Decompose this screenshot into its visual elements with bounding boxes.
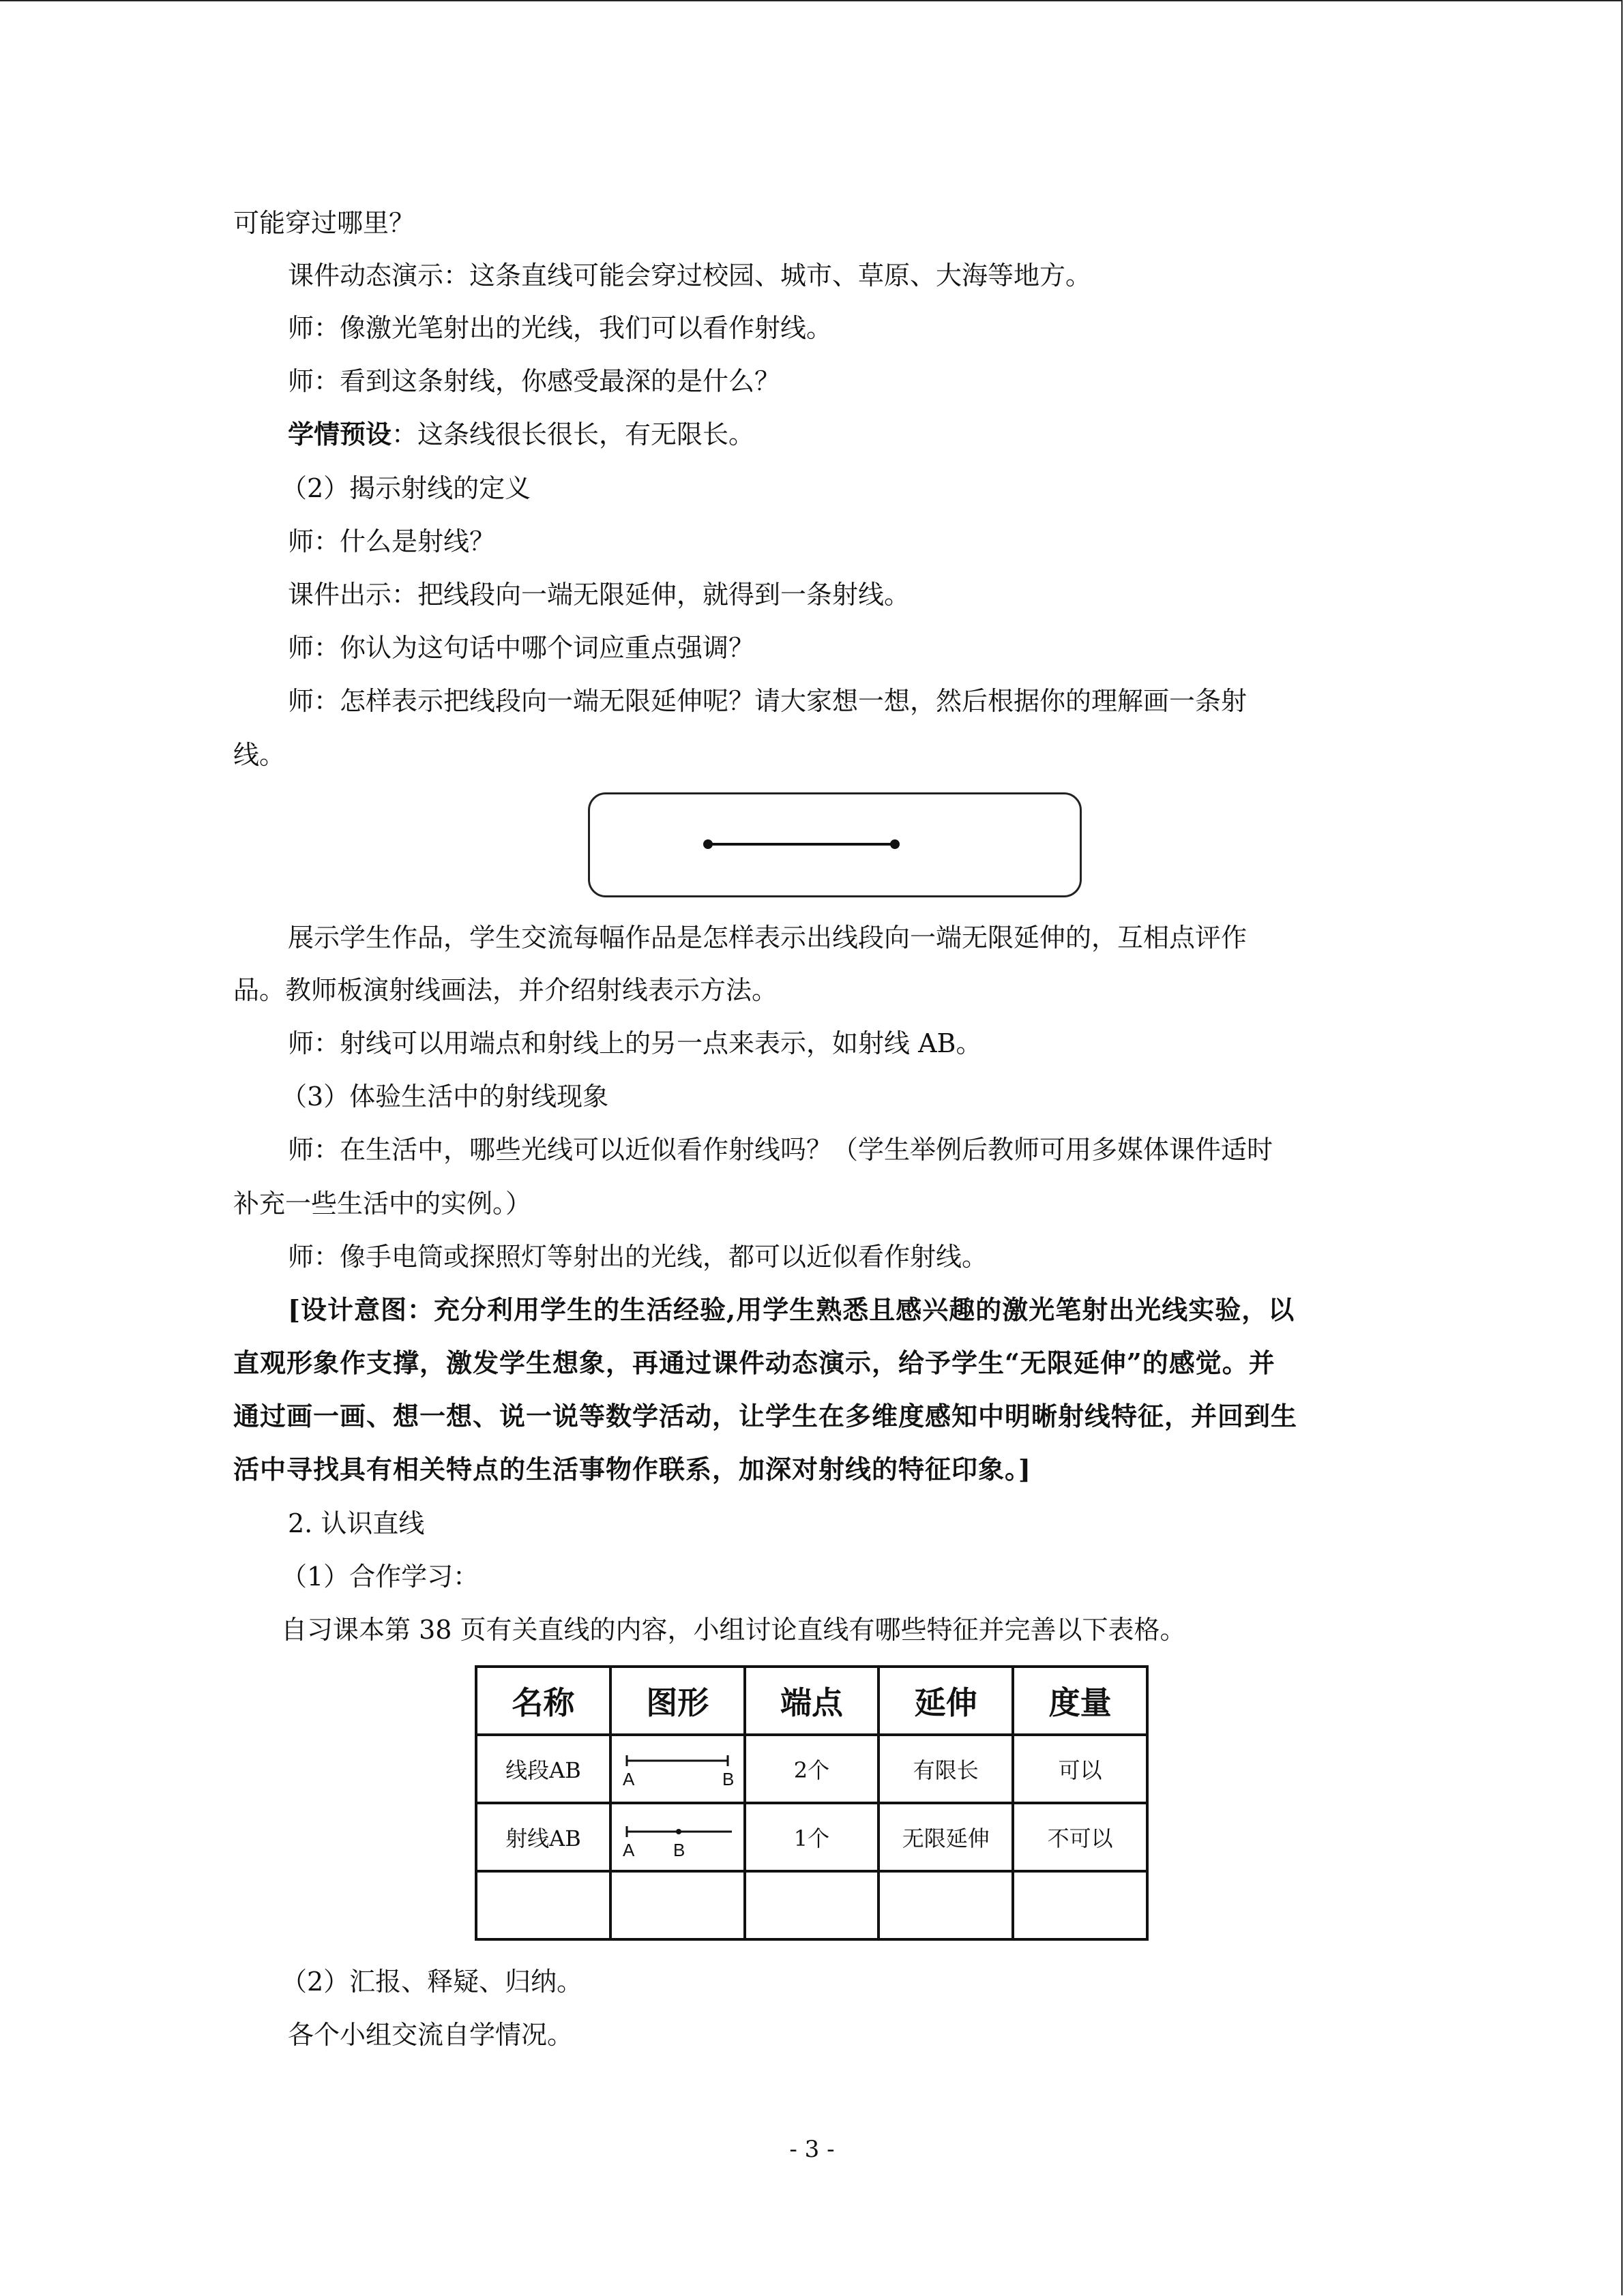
preset-label: 学情预设: [288, 419, 392, 449]
line-23: 2. 认识直线: [288, 1508, 425, 1538]
line-types-table: [475, 1665, 1149, 1941]
cell-endpoints: 2个: [745, 1735, 879, 1803]
table-row: [476, 1735, 1147, 1803]
table-row-empty: [476, 1871, 1147, 1939]
cell-name: 线段AB: [476, 1735, 610, 1803]
label-a: A: [622, 1840, 635, 1860]
line-6: （2）揭示射线的定义: [281, 473, 531, 503]
cell-measure: 可以: [1013, 1735, 1147, 1803]
header-endpoints: 端点: [745, 1667, 879, 1735]
label-a: A: [622, 1769, 635, 1789]
line-21: 通过画一画、想一想、说一说等数学活动，让学生在多维度感知中明晰射线特征，并回到生: [233, 1401, 1298, 1431]
segment-drawing-box: [588, 792, 1082, 897]
segment-ab-figure: [612, 1736, 741, 1802]
page-number: - 3 -: [789, 2136, 835, 2163]
label-b: B: [673, 1840, 685, 1860]
header-extension: 延伸: [879, 1667, 1013, 1735]
line-22: 活中寻找具有相关特点的生活事物作联系，加深对射线的特征印象。]: [233, 1454, 1031, 1485]
table-header-row: [476, 1667, 1147, 1735]
line-10: 师：怎样表示把线段向一端无限延伸呢？请大家想一想，然后根据你的理解画一条射: [288, 686, 1247, 716]
line-8: 课件出示：把线段向一端无限延伸，就得到一条射线。: [288, 580, 911, 610]
line-1: 可能穿过哪里？: [233, 208, 415, 238]
cell-endpoints: 1个: [745, 1803, 879, 1871]
cell-figure: [610, 1803, 745, 1871]
line-18: 师：像手电筒或探照灯等射出的光线，都可以近似看作射线。: [288, 1242, 988, 1272]
table-row: [476, 1803, 1147, 1871]
line-11: 线。: [233, 740, 286, 770]
cell-empty: [879, 1871, 1013, 1939]
line-5: [288, 418, 754, 451]
line-24: （1）合作学习：: [281, 1562, 479, 1592]
line-2: 课件动态演示：这条直线可能会穿过校园、城市、草原、大海等地方。: [288, 260, 1092, 290]
line-26: （2）汇报、释疑、归纳。: [281, 1967, 583, 1997]
line-13: 品。教师板演射线画法，并介绍射线表示方法。: [233, 975, 778, 1005]
line-14: 师：射线可以用端点和射线上的另一点来表示，如射线 AB。: [288, 1028, 982, 1058]
segment-endpoint-right: [890, 839, 900, 849]
cell-empty: [1013, 1871, 1147, 1939]
line-7: 师：什么是射线？: [288, 526, 496, 556]
segment-endpoint-left: [703, 839, 713, 849]
cell-name: 射线AB: [476, 1803, 610, 1871]
preset-text: ：这条线很长很长，有无限长。: [392, 419, 755, 449]
line-9: 师：你认为这句话中哪个词应重点强调？: [288, 633, 755, 663]
line-25: 自习课本第 38 页有关直线的内容，小组讨论直线有哪些特征并完善以下表格。: [281, 1615, 1186, 1645]
line-4: 师：看到这条射线，你感受最深的是什么？: [288, 366, 781, 396]
line-3: 师：像激光笔射出的光线，我们可以看作射线。: [288, 313, 833, 343]
line-15: （3）体验生活中的射线现象: [281, 1082, 609, 1112]
segment-figure: [590, 794, 1084, 899]
cell-empty: [610, 1871, 745, 1939]
line-12: 展示学生作品，学生交流每幅作品是怎样表示出线段向一端无限延伸的，互相点评作: [288, 923, 1247, 953]
header-measure: 度量: [1013, 1667, 1147, 1735]
ray-ab-figure: [612, 1804, 741, 1870]
line-16: 师：在生活中，哪些光线可以近似看作射线吗？（学生举例后教师可用多媒体课件适时: [288, 1135, 1273, 1165]
header-figure: 图形: [610, 1667, 745, 1735]
label-b: B: [722, 1769, 735, 1789]
cell-extension: 有限长: [879, 1735, 1013, 1803]
cell-empty: [745, 1871, 879, 1939]
cell-empty: [476, 1871, 610, 1939]
cell-extension: 无限延伸: [879, 1803, 1013, 1871]
line-19: [设计意图：充分利用学生的生活经验,用学生熟悉且感兴趣的激光笔射出光线实验，以: [288, 1294, 1295, 1325]
cell-figure: [610, 1735, 745, 1803]
cell-measure: 不可以: [1013, 1803, 1147, 1871]
header-name: 名称: [476, 1667, 610, 1735]
line-27: 各个小组交流自学情况。: [288, 2020, 574, 2050]
line-17: 补充一些生活中的实例。）: [233, 1189, 532, 1219]
line-20: 直观形象作支撑，激发学生想象，再通过课件动态演示，给予学生“无限延伸”的感觉。并: [233, 1347, 1275, 1378]
